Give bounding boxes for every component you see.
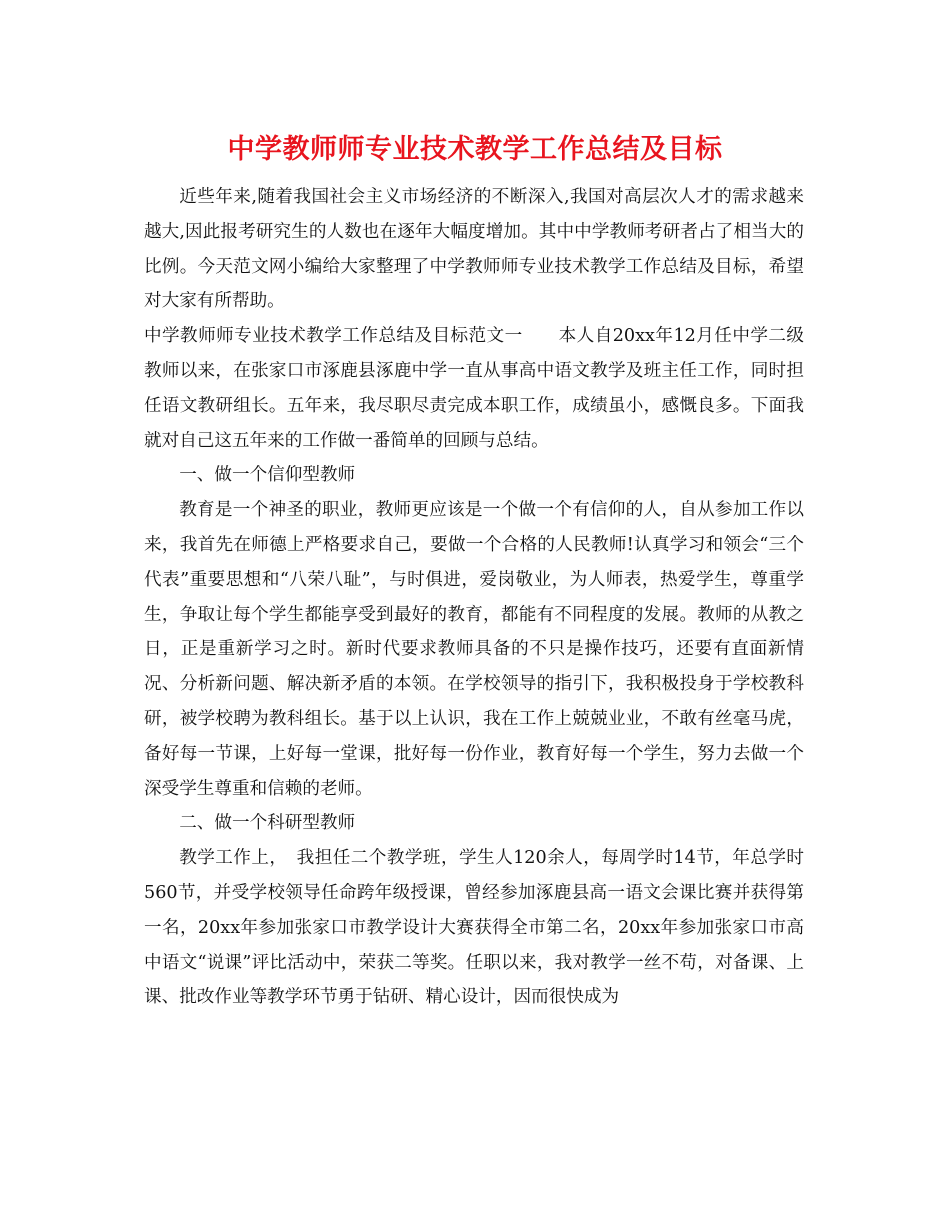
document-title: 中学教师师专业技术教学工作总结及目标	[227, 134, 723, 165]
paragraph-section-two: 教学工作上， 我担任二个教学班，学生人120余人，每周学时14节，年总学时560节，并受学校领导任命跨年级授课，曾经参加涿鹿县高一语文会课比赛并获得第一名，20xx年参加张家口市教学设计大赛获得全市第二名，20xx年参加张家口市高中语文“说课”评比活动中，荣获二等奖。任职以来，我对教学一丝不苟，对备课、上课、批改作业等教学环节勇于钻研、精心设计，因而很快成为	[144, 848, 804, 1008]
section-heading-two: 二、做一个科研型教师	[179, 813, 356, 834]
paragraph-intro: 近些年来,随着我国社会主义市场经济的不断深入,我国对高层次人才的需求越来越大,因此报考研究生的人数也在逐年大幅度增加。其中中学教师考研者占了相当大的比例。今天范文网小编给大家整理了中学教师师专业技术教学工作总结及目标，希望对大家有所帮助。	[144, 187, 804, 312]
section-heading-one: 一、做一个信仰型教师	[179, 465, 356, 486]
paragraph-sample-one: 中学教师师专业技术教学工作总结及目标范文一 本人自20xx年12月任中学二级教师以来，在张家口市涿鹿县涿鹿中学一直从事高中语文教学及班主任工作，同时担任语文教研组长。五年来，我尽职尽责完成本职工作，成绩虽小，感慨良多。下面我就对自己这五年来的工作做一番简单的回顾与总结。	[144, 326, 804, 451]
paragraph-section-one: 教育是一个神圣的职业，教师更应该是一个做一个有信仰的人，自从参加工作以来，我首先在师德上严格要求自己，要做一个合格的人民教师!认真学习和领会“三个代表”重要思想和“八荣八耻”，与时俱进，爱岗敬业，为人师表，热爱学生，尊重学生，争取让每个学生都能享受到最好的教育，都能有不同程度的发展。教师的从教之日，正是重新学习之时。新时代要求教师具备的不只是操作技巧，还要有直面新情况、分析新问题、解决新矛盾的本领。在学校领导的指引下，我积极投身于学校教科研，被学校聘为教科组长。基于以上认识，我在工作上兢兢业业，不敢有丝毫马虎，备好每一节课，上好每一堂课，批好每一份作业，教育好每一个学生，努力去做一个深受学生尊重和信赖的老师。	[144, 500, 804, 799]
document-body	[144, 180, 804, 1015]
